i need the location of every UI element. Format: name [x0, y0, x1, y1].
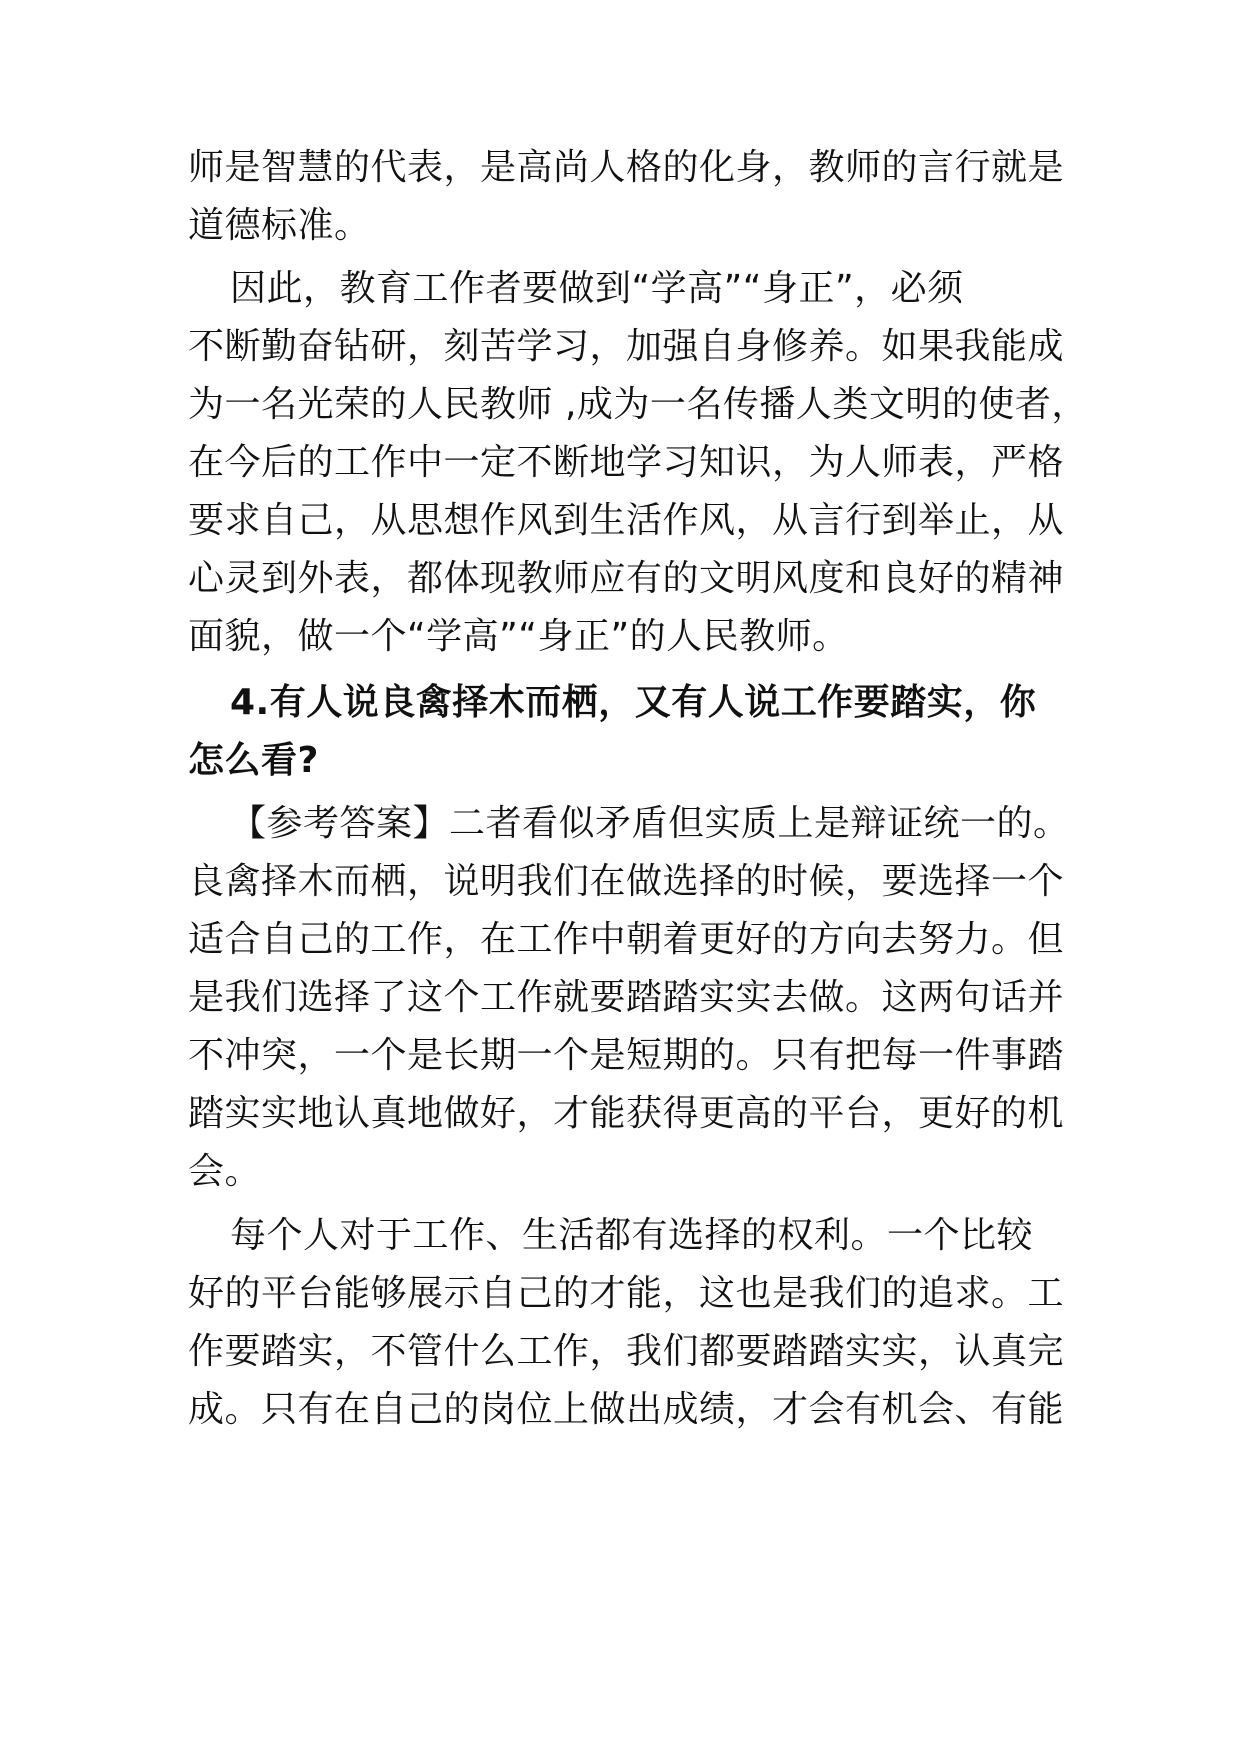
answer-paragraph-2-line-3: 作要踏实，不管什么工作，我们都要踏踏实实，认真完 [188, 1331, 1065, 1372]
answer-paragraph-1-line-3: 适合自己的工作，在工作中朝着更好的方向去努力。但 [188, 919, 1065, 960]
paragraph-2-line-5: 要求自己，从思想作风到生活作风，从言行到举止，从 [188, 500, 1065, 541]
answer-paragraph-1-line-7: 会。 [188, 1151, 262, 1192]
answer-paragraph-1-line-5: 不冲突，一个是长期一个是短期的。只有把每一件事踏 [188, 1035, 1065, 1076]
answer-paragraph-2-line-2: 好的平台能够展示自己的才能，这也是我们的追求。工 [188, 1273, 1065, 1314]
answer-paragraph-1-line-4: 是我们选择了这个工作就要踏踏实实去做。这两句话并 [188, 977, 1065, 1018]
answer-paragraph-1-line-2: 良禽择木而栖，说明我们在做选择的时候，要选择一个 [188, 861, 1065, 902]
paragraph-2-line-4: 在今后的工作中一定不断地学习知识，为人师表，严格 [188, 442, 1065, 483]
question-4-line-1: 4.有人说良禽择木而栖，又有人说工作要踏实，你 [230, 682, 1037, 723]
paragraph-2-line-7: 面貌，做一个“学高”“身正”的人民教师。 [188, 616, 849, 657]
question-4-line-2: 怎么看? [188, 740, 319, 781]
paragraph-2-line-2: 不断勤奋钻研，刻苦学习，加强自身修养。如果我能成 [188, 326, 1065, 367]
answer-paragraph-1-line-1: 【参考答案】二者看似矛盾但实质上是辩证统一的。 [230, 803, 1070, 844]
paragraph-1-line-1: 师是智慧的代表，是高尚人格的化身，教师的言行就是 [188, 147, 1065, 188]
paragraph-2-line-6: 心灵到外表，都体现教师应有的文明风度和良好的精神 [188, 558, 1065, 599]
paragraph-1-line-2: 道德标准。 [188, 205, 371, 246]
answer-paragraph-2-line-1: 每个人对于工作、生活都有选择的权利。一个比较 [230, 1215, 1034, 1256]
paragraph-2-line-1: 因此，教育工作者要做到“学高”“身正”，必须 [230, 268, 964, 309]
answer-paragraph-1-line-6: 踏实实地认真地做好，才能获得更高的平台，更好的机 [188, 1093, 1065, 1134]
answer-paragraph-2-line-4: 成。只有在自己的岗位上做出成绩，才会有机会、有能 [188, 1389, 1065, 1430]
paragraph-2-line-3: 为一名光荣的人民教师 ,成为一名传播人类文明的使者， [188, 384, 1088, 425]
